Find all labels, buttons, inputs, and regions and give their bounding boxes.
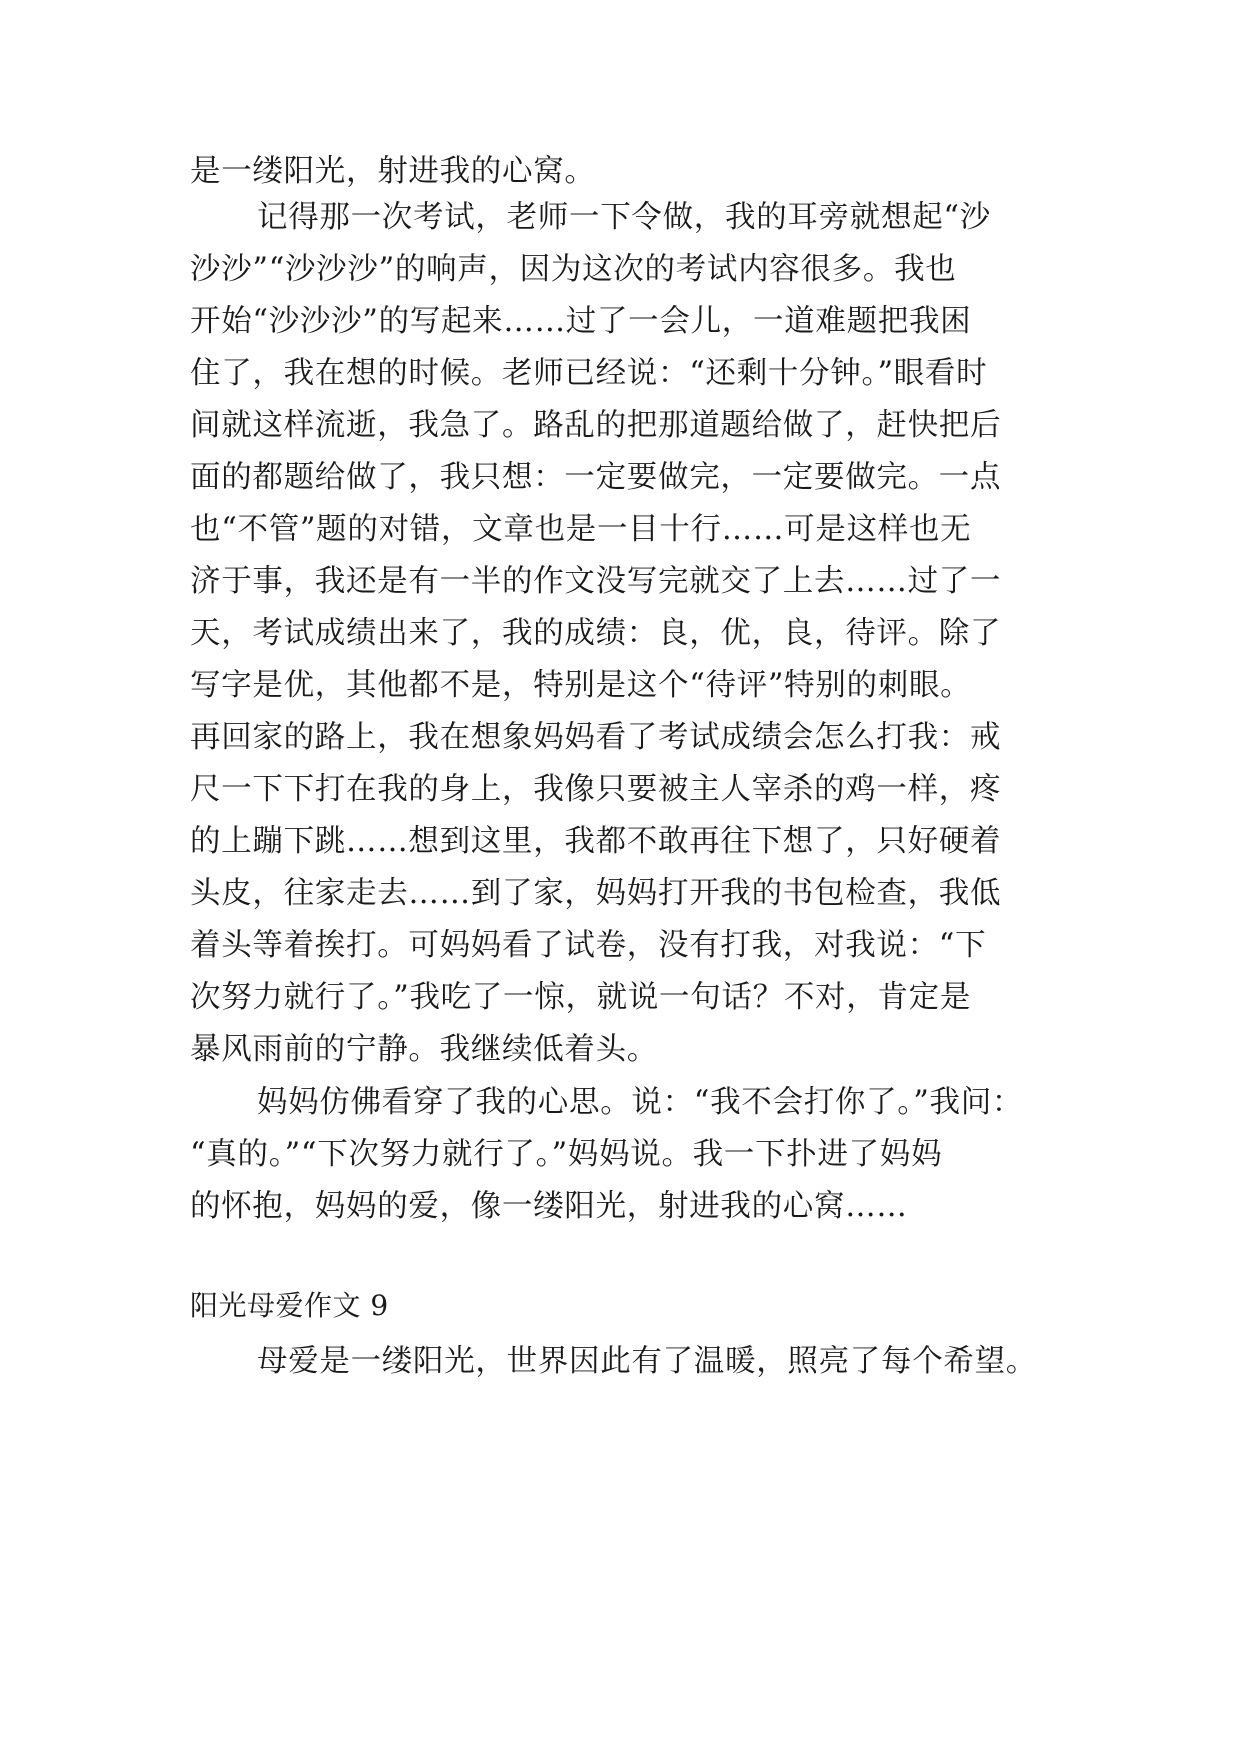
- paragraph-line: 济于事，我还是有一半的作文没写完就交了上去……过了一: [190, 564, 1002, 599]
- paragraph-line: 写字是优，其他都不是，特别是这个“待评”特别的刺眼。: [190, 668, 972, 703]
- paragraph-line: 妈妈仿佛看穿了我的心思。说：“我不会打你了。”我问：: [257, 1085, 1024, 1120]
- paragraph-line: 头皮，往家走去……到了家，妈妈打开我的书包检查，我低: [190, 876, 1002, 911]
- paragraph-line: 开始“沙沙沙”的写起来……过了一会儿，一道难题把我困: [190, 304, 972, 339]
- paragraph-line: 是一缕阳光，射进我的心窝。: [190, 154, 596, 189]
- paragraph-line: 再回家的路上，我在想象妈妈看了考试成绩会怎么打我：戒: [190, 720, 1002, 755]
- paragraph-line: “真的。”“下次努力就行了。”妈妈说。我一下扑进了妈妈: [190, 1137, 943, 1172]
- paragraph-line: 着头等着挨打。可妈妈看了试卷，没有打我，对我说：“下: [190, 928, 987, 963]
- paragraph-line: 尺一下下打在我的身上，我像只要被主人宰杀的鸡一样，疼: [190, 772, 1002, 807]
- paragraph-line: 的上蹦下跳……想到这里，我都不敢再往下想了，只好硬着: [190, 824, 1002, 859]
- paragraph-line: 暴风雨前的宁静。我继续低着头。: [190, 1032, 658, 1067]
- paragraph-line: 的怀抱，妈妈的爱，像一缕阳光，射进我的心窝……: [190, 1189, 908, 1224]
- section-heading: 阳光母爱作文 9: [190, 1289, 389, 1322]
- paragraph-line: 面的都题给做了，我只想：一定要做完，一定要做完。一点: [190, 460, 1002, 495]
- paragraph-line: 间就这样流逝，我急了。路乱的把那道题给做了，赶快把后: [190, 408, 1002, 443]
- paragraph-line: 沙沙”“沙沙沙”的响声，因为这次的考试内容很多。我也: [190, 252, 957, 287]
- paragraph-line: 记得那一次考试，老师一下令做，我的耳旁就想起“沙: [257, 200, 991, 235]
- paragraph-line: 住了，我在想的时候。老师已经说：“还剩十分钟。”眼看时: [190, 356, 988, 391]
- paragraph-line: 次努力就行了。”我吃了一惊，就说一句话？不对，肯定是: [190, 980, 972, 1015]
- paragraph-line: 天，考试成绩出来了，我的成绩：良，优，良，待评。除了: [190, 616, 1002, 651]
- paragraph-line: 母爱是一缕阳光，世界因此有了温暖，照亮了每个希望。: [257, 1344, 1037, 1379]
- paragraph-line: 也“不管”题的对错，文章也是一目十行……可是这样也无: [190, 512, 972, 547]
